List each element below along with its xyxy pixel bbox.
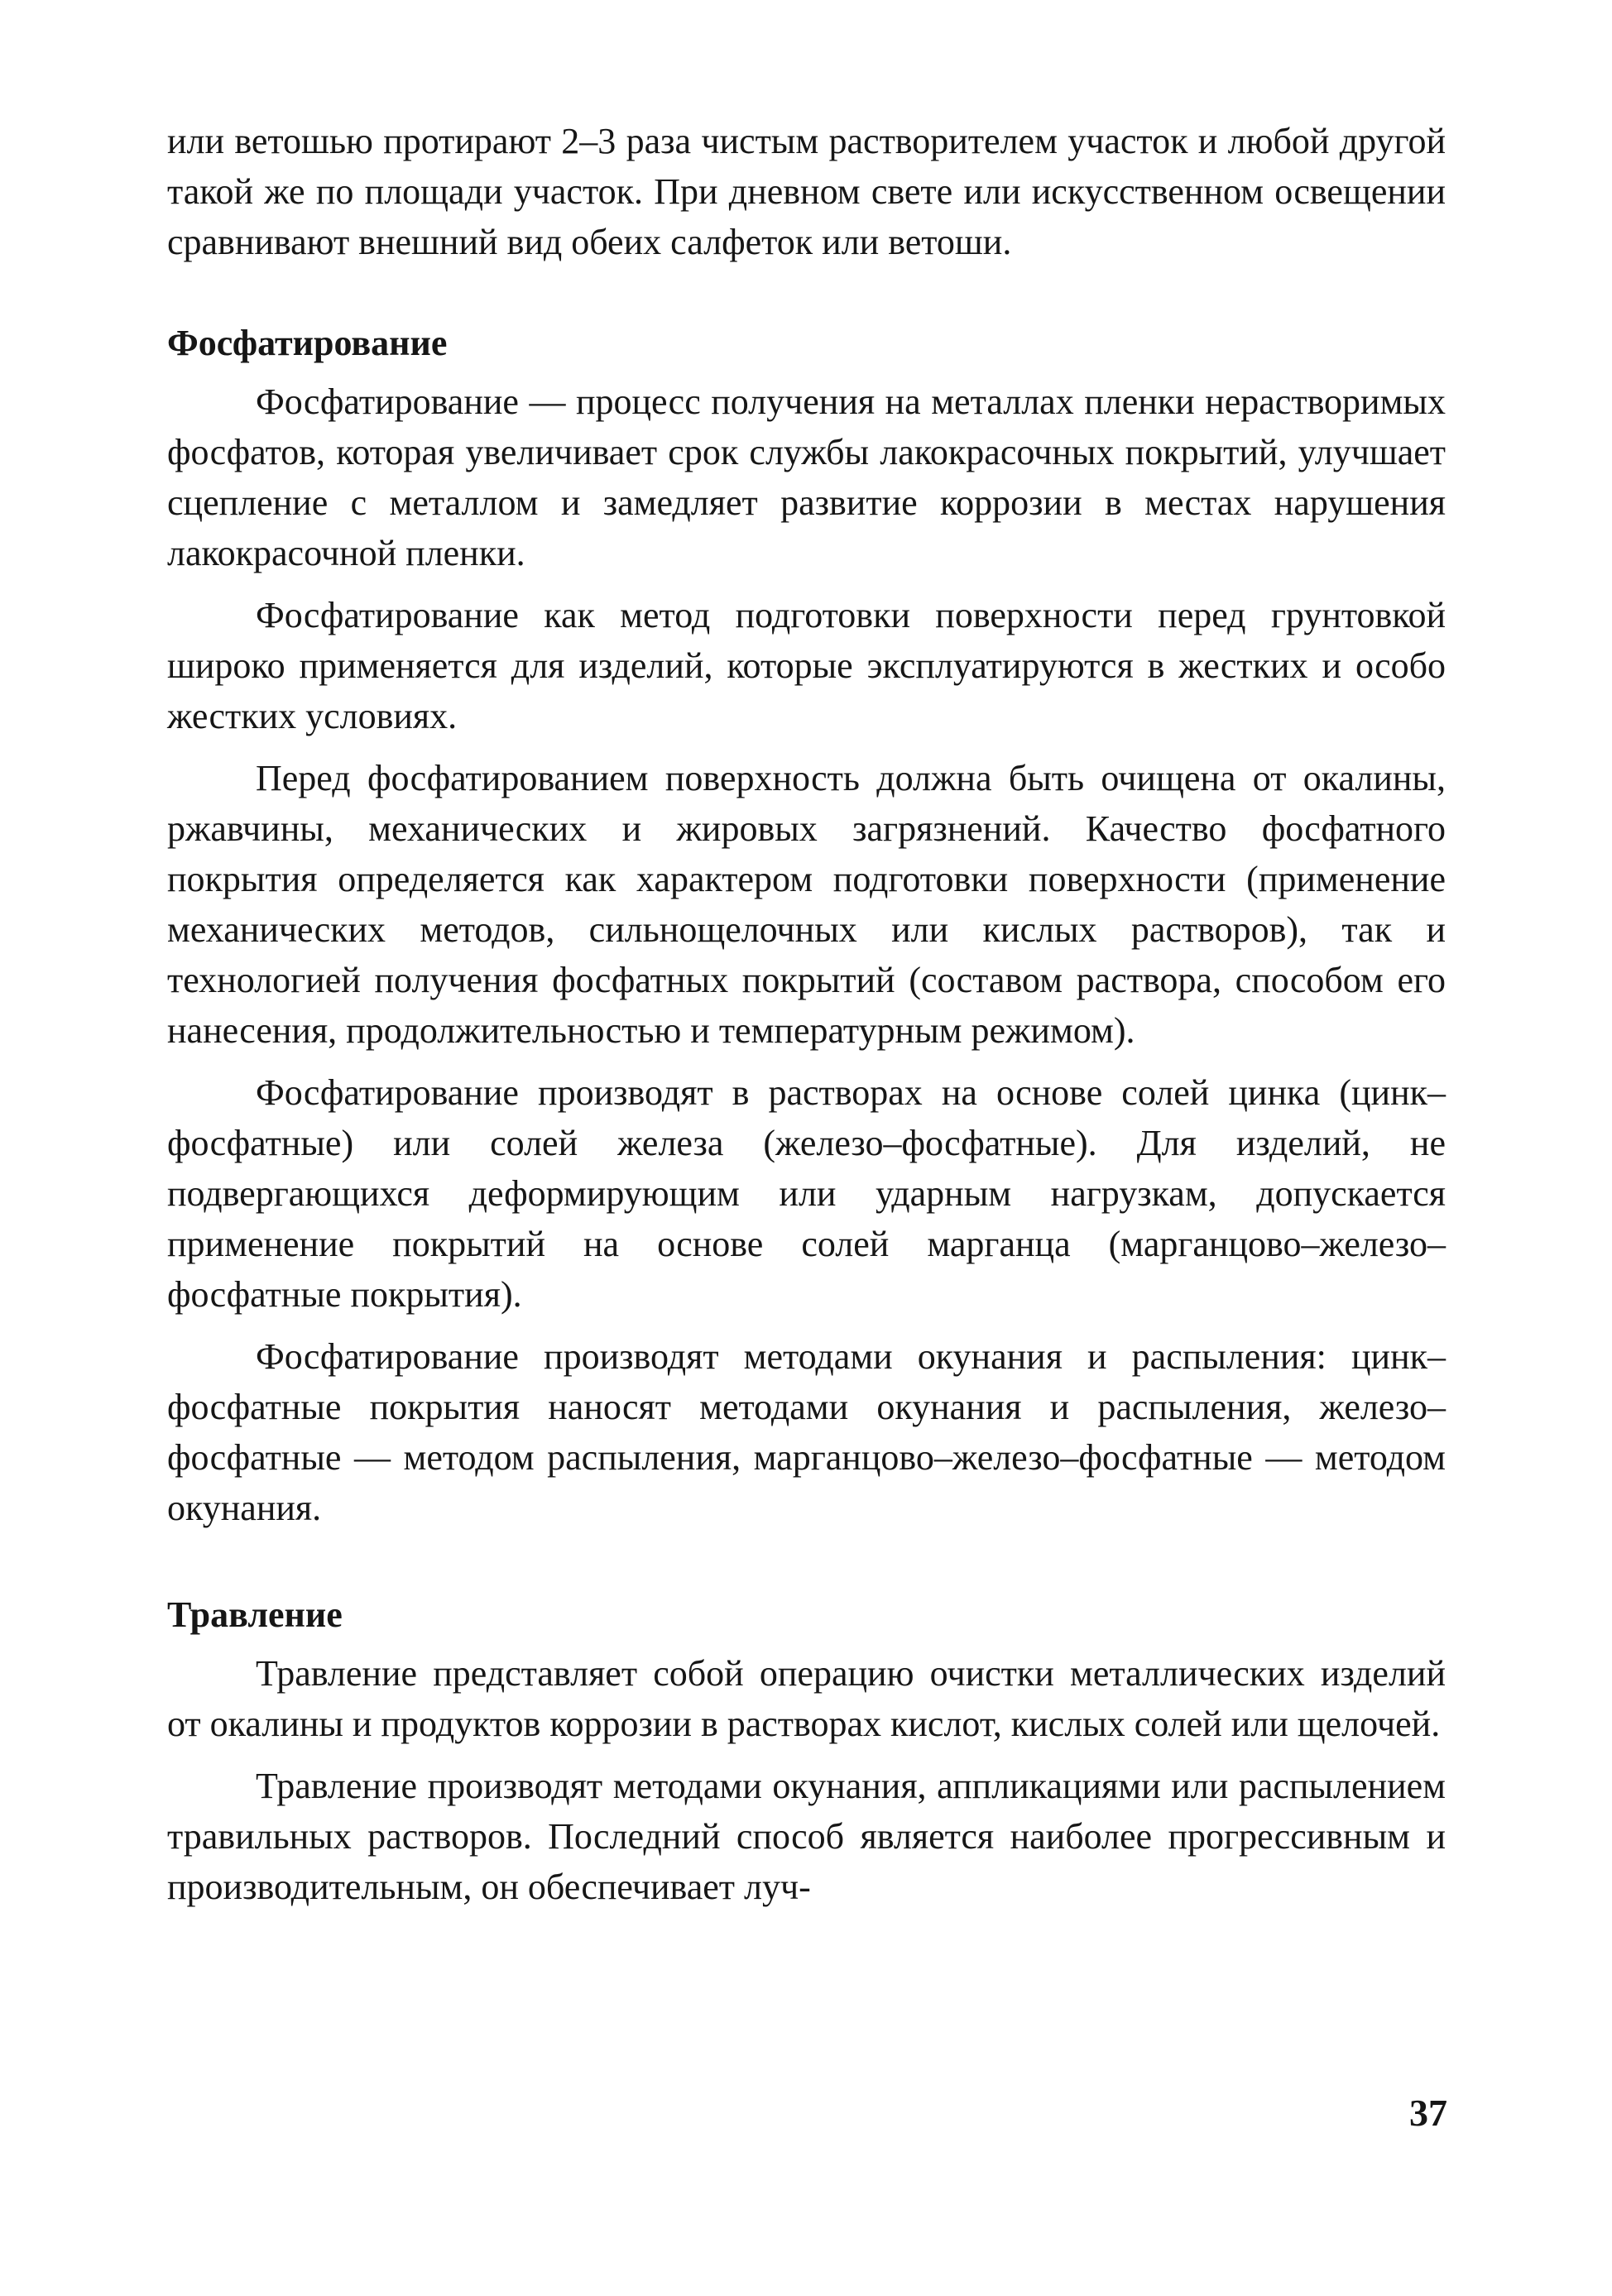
paragraph: Фосфатирование производят в растворах на основе солей цинка (цинк–фосфатные) или солей железа (железо–фосфатные). Для изделий, не подвергающихся деформирующим или ударным нагрузкам, допускается применение покрытий на основе солей марганца (марганцово–железо–фосфатные покрытия). bbox=[167, 1072, 1446, 1315]
intro-paragraph: или ветошью протирают 2–3 раза чистым растворителем участок и любой другой такой же по площади участок. При дневном свете или искусственном освещении сравнивают внешний вид обеих салфеток или ветоши. bbox=[167, 121, 1446, 262]
paragraph: Фосфатирование — процесс получения на металлах пленки нерастворимых фосфатов, которая увеличивает срок службы лакокрасочных покрытий, улучшает сцепление с металлом и замедляет развитие коррозии в местах нарушения лакокрасочной пленки. bbox=[167, 381, 1446, 573]
paragraph: Фосфатирование как метод подготовки поверхности перед грунтовкой широко применяется для изделий, которые эксплуатируются в жестких и особо жестких условиях. bbox=[167, 595, 1446, 736]
page-number: 37 bbox=[1409, 2092, 1447, 2134]
page-content bbox=[167, 116, 1446, 1924]
paragraph: Перед фосфатированием поверхность должна быть очищена от окалины, ржавчины, механических и жировых загрязнений. Качество фосфатного покрытия определяется как характером подготовки поверхности (применение механических методов, сильнощелочных или кислых растворов), так и технологией получения фосфатных покрытий (составом раствора, способом его нанесения, продолжительностью и температурным режимом). bbox=[167, 758, 1446, 1051]
section-heading-phosphating: Фосфатирование bbox=[167, 323, 448, 363]
paragraph: Травление представляет собой операцию очистки металлических изделий от окалины и продуктов коррозии в растворах кислот, кислых солей или щелочей. bbox=[167, 1653, 1446, 1744]
paragraph: Травление производят методами окунания, аппликациями или распылением травильных растворов. Последний способ является наиболее прогрессивным и производительным, он обеспечивает луч- bbox=[167, 1766, 1446, 1907]
section-heading-etching: Травление bbox=[167, 1594, 343, 1635]
paragraph: Фосфатирование производят методами окунания и распыления: цинк–фосфатные покрытия наносят методами окунания и распыления, железо–фосфатные — методом распыления, марганцово–железо–фосфатные — методом окунания. bbox=[167, 1336, 1446, 1528]
